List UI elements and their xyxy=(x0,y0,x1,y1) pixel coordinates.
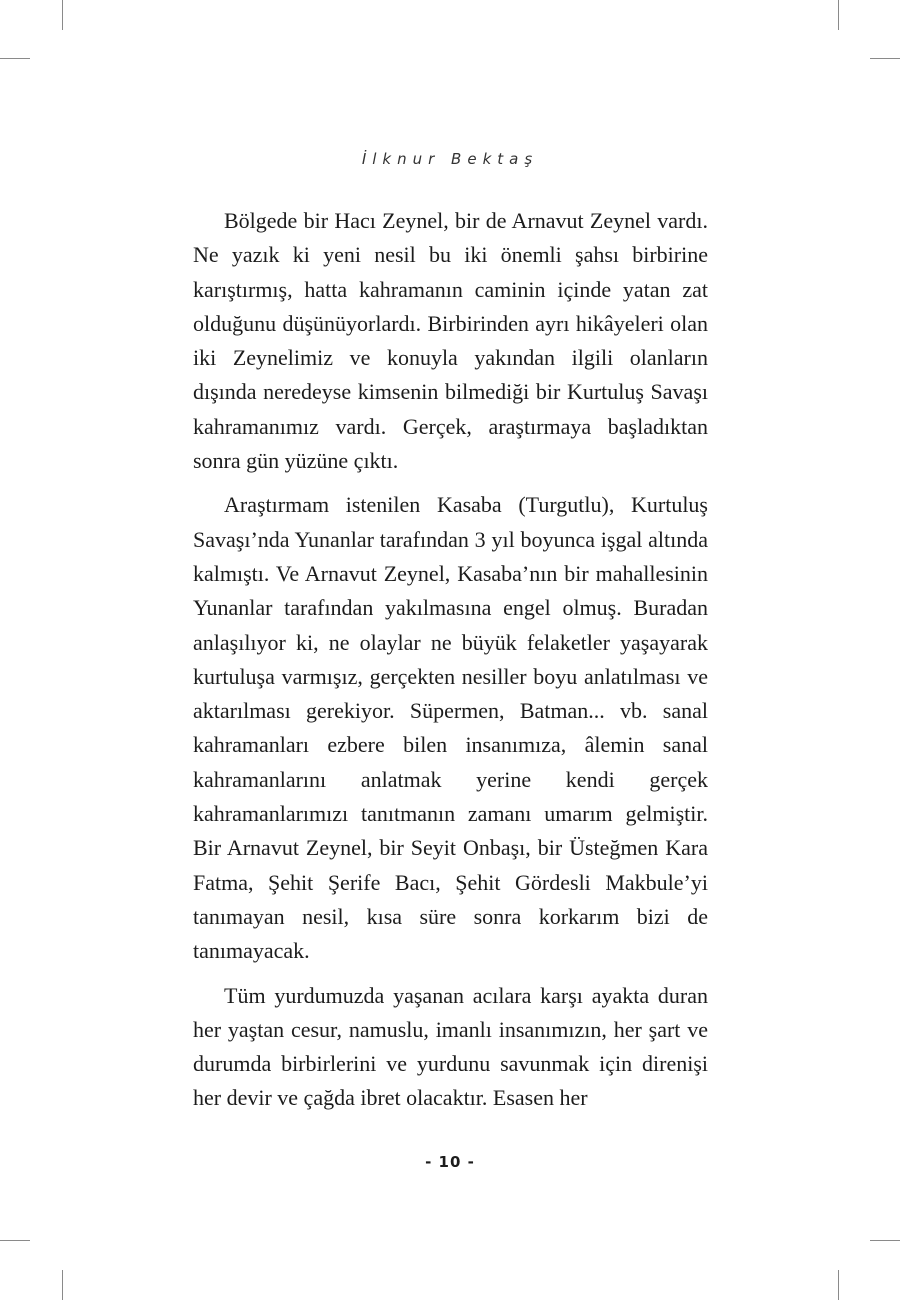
crop-mark-top-left xyxy=(62,0,63,30)
paragraph: Araştırmam istenilen Kasaba (Turgutlu), Kurtuluş Savaşı’nda Yunanlar tarafından 3 yıl boyunca işgal altında kalmıştı. Ve Arnavut Zeynel, Kasaba’nın bir mahallesinin Yunanlar tarafından yakılmasına engel olmuş. Buradan anlaşılıyor ki, ne olaylar ne büyük felaketler yaşayarak kurtuluşa varmışız, gerçekten nesiller boyu anlatılması ve aktarılması gerekiyor. Süpermen, Batman... vb. sanal kahramanları ezbere bilen insanımıza, âlemin sanal kahramanlarını anlatmak yerine kendi gerçek kahramanlarımızı tanıtmanın zamanı umarım gelmiştir. Bir Arnavut Zeynel, bir Seyit Onbaşı, bir Üsteğmen Kara Fatma, Şehit Şerife Bacı, Şehit Gördesli Makbule’yi tanımayan nesil, kısa süre sonra korkarım bizi de tanımayacak. xyxy=(193,492,708,964)
crop-mark-right-top xyxy=(870,58,900,59)
body-text xyxy=(193,204,708,1126)
running-head: İlknur Bektaş xyxy=(361,150,539,168)
paragraph: Bölgede bir Hacı Zeynel, bir de Arnavut Zeynel vardı. Ne yazık ki yeni nesil bu iki önemli şahsı birbirine karıştırmış, hatta kahramanın caminin içinde yatan zat olduğunu düşünüyorlardı. Birbirinden ayrı hikâyeleri olan iki Zeynelimiz ve konuyla yakından ilgili olanların dışında neredeyse kimsenin bilmediği bir Kurtuluş Savaşı kahramanımız vardı. Gerçek, araştırmaya başladıktan sonra gün yüzüne çıktı. xyxy=(193,208,708,474)
crop-mark-bottom-right xyxy=(838,1270,839,1300)
paragraph: Tüm yurdumuzda yaşanan acılara karşı ayakta duran her yaştan cesur, namuslu, imanlı insanımızın, her şart ve durumda birbirlerini ve yurdunu savunmak için direnişi her devir ve çağda ibret olacaktır. Esasen her xyxy=(193,982,708,1111)
page-number: - 10 - xyxy=(425,1153,475,1171)
crop-mark-left-bottom xyxy=(0,1240,30,1241)
crop-mark-top-right xyxy=(838,0,839,30)
crop-mark-right-bottom xyxy=(870,1240,900,1241)
crop-mark-bottom-left xyxy=(62,1270,63,1300)
crop-mark-left-top xyxy=(0,58,30,59)
